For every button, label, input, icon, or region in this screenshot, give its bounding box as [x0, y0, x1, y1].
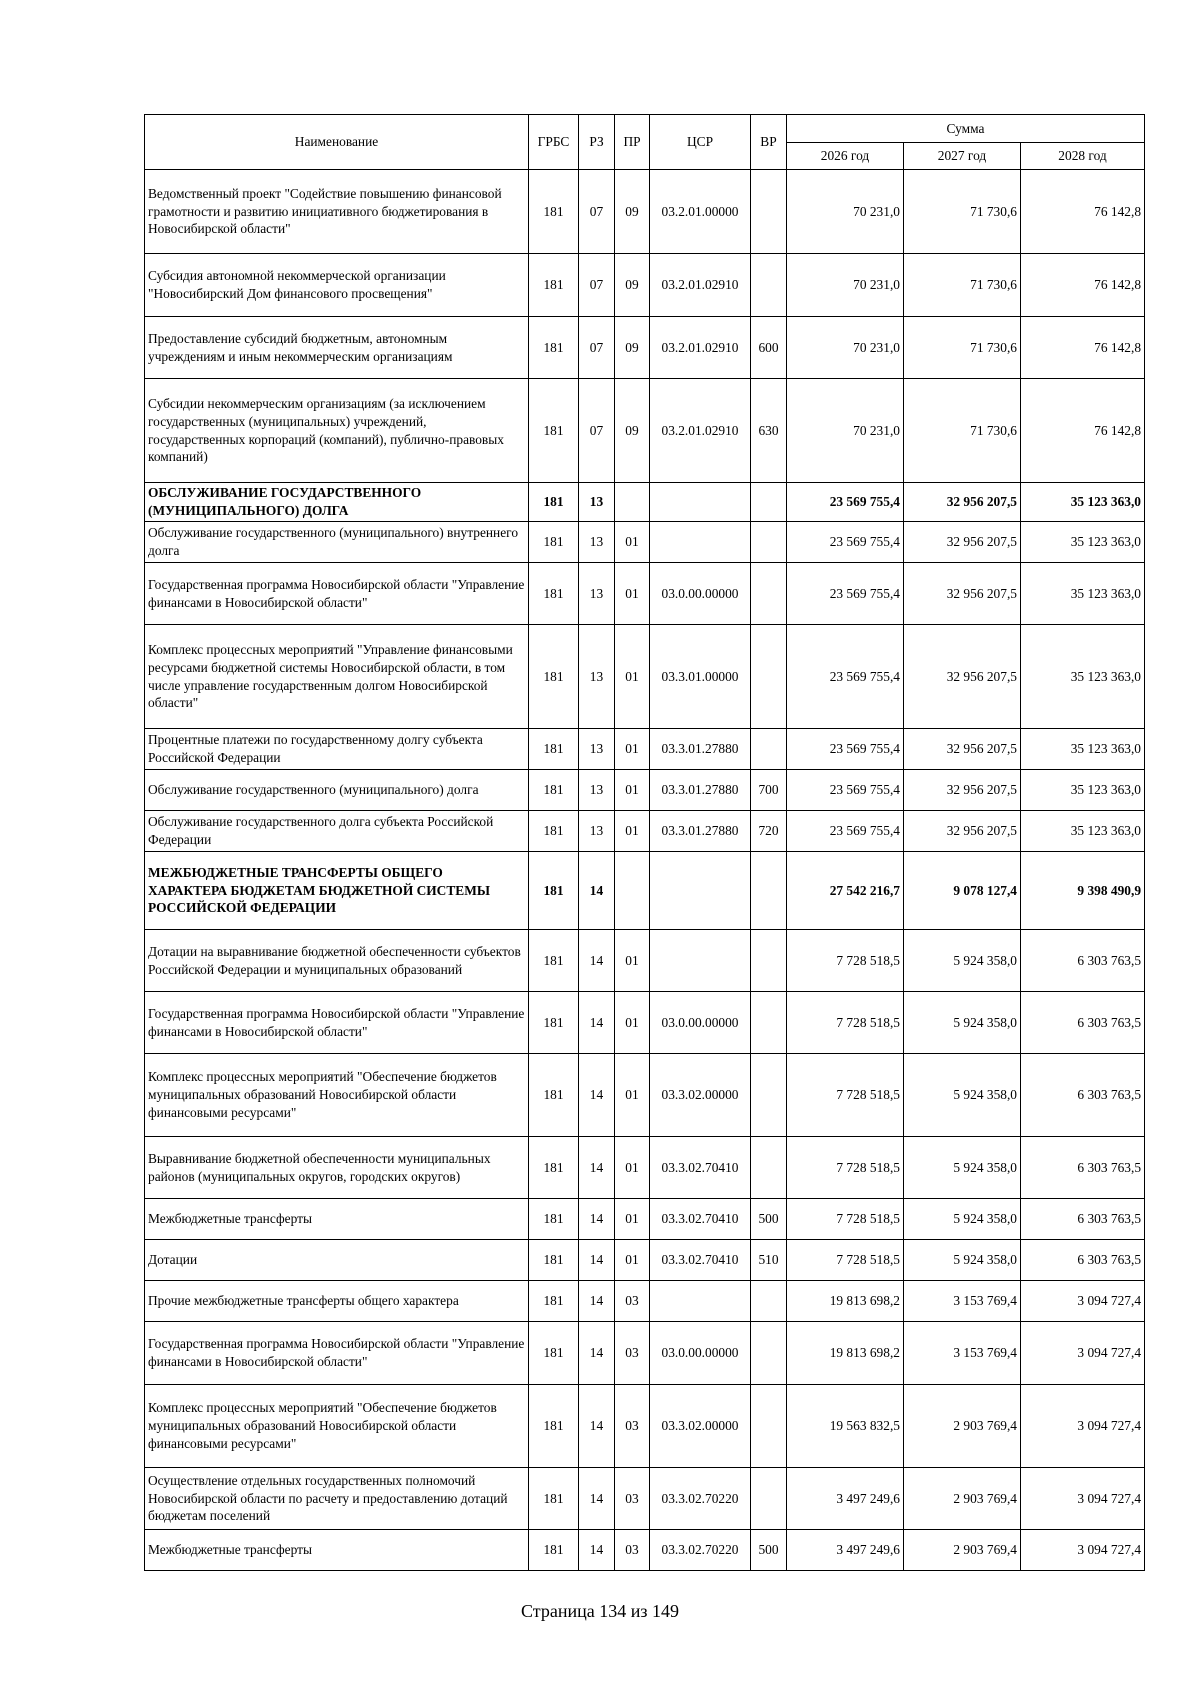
- table-row: [145, 992, 1145, 1054]
- cell-v2027: 2 903 769,4: [904, 1468, 1021, 1530]
- cell-v2026: 3 497 249,6: [787, 1468, 904, 1530]
- table-row: [145, 1385, 1145, 1468]
- cell-name: Дотации на выравнивание бюджетной обеспеченности субъектов Российской Федерации и муниципальных образований: [145, 930, 529, 992]
- cell-grbs: 181: [529, 170, 579, 254]
- cell-rz: 14: [579, 992, 615, 1054]
- cell-name: Процентные платежи по государственному долгу субъекта Российской Федерации: [145, 729, 529, 770]
- cell-csr: 03.0.00.00000: [650, 992, 751, 1054]
- table-row: [145, 1240, 1145, 1281]
- cell-rz: 14: [579, 1281, 615, 1322]
- cell-csr: 03.3.02.70410: [650, 1137, 751, 1199]
- cell-name: Обслуживание государственного (муниципального) долга: [145, 770, 529, 811]
- cell-pr: 09: [615, 379, 650, 483]
- cell-csr: [650, 930, 751, 992]
- cell-v2027: 3 153 769,4: [904, 1281, 1021, 1322]
- cell-v2026: 23 569 755,4: [787, 483, 904, 522]
- cell-pr: 09: [615, 254, 650, 317]
- cell-vr: 510: [751, 1240, 787, 1281]
- cell-v2026: 70 231,0: [787, 379, 904, 483]
- cell-v2028: 3 094 727,4: [1021, 1530, 1145, 1571]
- cell-v2027: 32 956 207,5: [904, 483, 1021, 522]
- cell-csr: 03.3.01.27880: [650, 729, 751, 770]
- table-row: [145, 1322, 1145, 1385]
- header-vr: ВР: [751, 115, 787, 170]
- cell-name: Государственная программа Новосибирской области "Управление финансами в Новосибирской области": [145, 992, 529, 1054]
- cell-vr: 500: [751, 1530, 787, 1571]
- cell-csr: 03.0.00.00000: [650, 1322, 751, 1385]
- header-grbs: ГРБС: [529, 115, 579, 170]
- cell-grbs: 181: [529, 930, 579, 992]
- cell-grbs: 181: [529, 625, 579, 729]
- cell-name: Обслуживание государственного долга субъекта Российской Федерации: [145, 811, 529, 852]
- cell-v2026: 7 728 518,5: [787, 1240, 904, 1281]
- cell-v2028: 3 094 727,4: [1021, 1281, 1145, 1322]
- header-pr: ПР: [615, 115, 650, 170]
- cell-rz: 13: [579, 811, 615, 852]
- cell-v2028: 6 303 763,5: [1021, 930, 1145, 992]
- cell-csr: 03.3.02.70220: [650, 1468, 751, 1530]
- cell-v2028: 35 123 363,0: [1021, 522, 1145, 563]
- cell-v2026: 7 728 518,5: [787, 992, 904, 1054]
- cell-grbs: 181: [529, 1322, 579, 1385]
- cell-rz: 07: [579, 379, 615, 483]
- cell-v2026: 19 813 698,2: [787, 1322, 904, 1385]
- cell-v2026: 23 569 755,4: [787, 522, 904, 563]
- cell-name: Дотации: [145, 1240, 529, 1281]
- cell-grbs: 181: [529, 379, 579, 483]
- cell-vr: [751, 563, 787, 625]
- cell-v2027: 71 730,6: [904, 170, 1021, 254]
- cell-pr: 01: [615, 992, 650, 1054]
- cell-name: МЕЖБЮДЖЕТНЫЕ ТРАНСФЕРТЫ ОБЩЕГО ХАРАКТЕРА БЮДЖЕТАМ БЮДЖЕТНОЙ СИСТЕМЫ РОССИЙСКОЙ ФЕДЕРАЦИИ: [145, 852, 529, 930]
- cell-v2028: 6 303 763,5: [1021, 992, 1145, 1054]
- cell-v2028: 35 123 363,0: [1021, 625, 1145, 729]
- cell-name: Субсидия автономной некоммерческой организации "Новосибирский Дом финансового просвещения": [145, 254, 529, 317]
- cell-csr: 03.2.01.02910: [650, 379, 751, 483]
- cell-grbs: 181: [529, 992, 579, 1054]
- cell-csr: 03.2.01.00000: [650, 170, 751, 254]
- table-body: [145, 170, 1145, 1571]
- cell-pr: 03: [615, 1322, 650, 1385]
- cell-v2026: 70 231,0: [787, 254, 904, 317]
- cell-v2028: 3 094 727,4: [1021, 1385, 1145, 1468]
- cell-v2027: 32 956 207,5: [904, 729, 1021, 770]
- cell-grbs: 181: [529, 1137, 579, 1199]
- cell-pr: 03: [615, 1468, 650, 1530]
- cell-name: Прочие межбюджетные трансферты общего характера: [145, 1281, 529, 1322]
- cell-rz: 07: [579, 317, 615, 379]
- table-row: [145, 625, 1145, 729]
- cell-v2027: 32 956 207,5: [904, 625, 1021, 729]
- cell-pr: 01: [615, 729, 650, 770]
- cell-v2027: 5 924 358,0: [904, 1137, 1021, 1199]
- cell-v2027: 32 956 207,5: [904, 563, 1021, 625]
- table-row: [145, 483, 1145, 522]
- table-row: [145, 170, 1145, 254]
- cell-v2028: 6 303 763,5: [1021, 1199, 1145, 1240]
- cell-rz: 13: [579, 563, 615, 625]
- cell-csr: 03.3.02.70220: [650, 1530, 751, 1571]
- cell-grbs: 181: [529, 522, 579, 563]
- page-number: Страница 134 из 149: [521, 1601, 679, 1621]
- cell-v2027: 3 153 769,4: [904, 1322, 1021, 1385]
- cell-v2027: 5 924 358,0: [904, 992, 1021, 1054]
- cell-grbs: 181: [529, 1468, 579, 1530]
- cell-v2026: 7 728 518,5: [787, 1137, 904, 1199]
- cell-v2028: 35 123 363,0: [1021, 563, 1145, 625]
- cell-grbs: 181: [529, 483, 579, 522]
- cell-csr: [650, 1281, 751, 1322]
- cell-v2026: 23 569 755,4: [787, 625, 904, 729]
- cell-grbs: 181: [529, 1281, 579, 1322]
- cell-rz: 13: [579, 770, 615, 811]
- table-row: [145, 1137, 1145, 1199]
- cell-rz: 13: [579, 625, 615, 729]
- cell-rz: 14: [579, 1199, 615, 1240]
- cell-rz: 14: [579, 1054, 615, 1137]
- cell-vr: [751, 170, 787, 254]
- cell-grbs: 181: [529, 254, 579, 317]
- cell-csr: [650, 522, 751, 563]
- cell-pr: 01: [615, 522, 650, 563]
- cell-csr: 03.3.02.70410: [650, 1240, 751, 1281]
- cell-v2028: 9 398 490,9: [1021, 852, 1145, 930]
- cell-rz: 14: [579, 1530, 615, 1571]
- cell-vr: [751, 992, 787, 1054]
- cell-rz: 13: [579, 522, 615, 563]
- cell-v2028: 6 303 763,5: [1021, 1137, 1145, 1199]
- cell-name: Обслуживание государственного (муниципального) внутреннего долга: [145, 522, 529, 563]
- cell-pr: 03: [615, 1530, 650, 1571]
- cell-vr: [751, 1281, 787, 1322]
- cell-rz: 13: [579, 729, 615, 770]
- cell-vr: [751, 1054, 787, 1137]
- cell-v2028: 76 142,8: [1021, 170, 1145, 254]
- cell-v2027: 2 903 769,4: [904, 1385, 1021, 1468]
- table-row: [145, 379, 1145, 483]
- cell-csr: 03.2.01.02910: [650, 317, 751, 379]
- cell-v2028: 35 123 363,0: [1021, 770, 1145, 811]
- cell-pr: 09: [615, 317, 650, 379]
- cell-v2027: 32 956 207,5: [904, 770, 1021, 811]
- cell-grbs: 181: [529, 1240, 579, 1281]
- cell-v2026: 19 563 832,5: [787, 1385, 904, 1468]
- table-row: [145, 852, 1145, 930]
- cell-csr: 03.0.00.00000: [650, 563, 751, 625]
- table-row: [145, 1199, 1145, 1240]
- cell-grbs: 181: [529, 317, 579, 379]
- header-sum: Сумма: [787, 115, 1145, 143]
- cell-v2027: 71 730,6: [904, 317, 1021, 379]
- cell-rz: 07: [579, 254, 615, 317]
- cell-vr: [751, 1137, 787, 1199]
- cell-v2028: 35 123 363,0: [1021, 729, 1145, 770]
- cell-vr: [751, 729, 787, 770]
- cell-name: Субсидии некоммерческим организациям (за исключением государственных (муниципальных) учреждений, государственных корпораций (компаний), публично-правовых компаний): [145, 379, 529, 483]
- cell-csr: 03.2.01.02910: [650, 254, 751, 317]
- cell-name: Комплекс процессных мероприятий "Обеспечение бюджетов муниципальных образований Новосибирской области финансовыми ресурсами": [145, 1385, 529, 1468]
- cell-vr: [751, 625, 787, 729]
- cell-rz: 13: [579, 483, 615, 522]
- cell-vr: 700: [751, 770, 787, 811]
- cell-v2027: 9 078 127,4: [904, 852, 1021, 930]
- table-row: [145, 811, 1145, 852]
- cell-pr: 01: [615, 811, 650, 852]
- header-year-2026: 2026 год: [787, 143, 904, 170]
- cell-v2027: 5 924 358,0: [904, 1199, 1021, 1240]
- cell-v2028: 6 303 763,5: [1021, 1054, 1145, 1137]
- cell-name: Комплекс процессных мероприятий "Обеспечение бюджетов муниципальных образований Новосибирской области финансовыми ресурсами": [145, 1054, 529, 1137]
- cell-vr: [751, 1322, 787, 1385]
- cell-grbs: 181: [529, 770, 579, 811]
- header-name: Наименование: [145, 115, 529, 170]
- cell-name: Государственная программа Новосибирской области "Управление финансами в Новосибирской области": [145, 1322, 529, 1385]
- cell-name: Выравнивание бюджетной обеспеченности муниципальных районов (муниципальных округов, городских округов): [145, 1137, 529, 1199]
- cell-vr: [751, 1468, 787, 1530]
- table-row: [145, 317, 1145, 379]
- cell-csr: 03.3.01.27880: [650, 811, 751, 852]
- cell-v2026: 23 569 755,4: [787, 563, 904, 625]
- cell-vr: [751, 930, 787, 992]
- cell-rz: 14: [579, 1137, 615, 1199]
- table-row: [145, 1281, 1145, 1322]
- table-row: [145, 729, 1145, 770]
- cell-v2028: 76 142,8: [1021, 317, 1145, 379]
- cell-pr: 01: [615, 1137, 650, 1199]
- cell-vr: 600: [751, 317, 787, 379]
- cell-v2026: 27 542 216,7: [787, 852, 904, 930]
- cell-csr: 03.3.02.00000: [650, 1385, 751, 1468]
- cell-name: Ведомственный проект "Содействие повышению финансовой грамотности и развитию инициативного бюджетирования в Новосибирской области": [145, 170, 529, 254]
- cell-pr: 09: [615, 170, 650, 254]
- table-row: [145, 1054, 1145, 1137]
- cell-rz: 14: [579, 1468, 615, 1530]
- cell-csr: 03.3.01.27880: [650, 770, 751, 811]
- cell-v2028: 35 123 363,0: [1021, 483, 1145, 522]
- cell-name: Межбюджетные трансферты: [145, 1530, 529, 1571]
- cell-v2026: 70 231,0: [787, 170, 904, 254]
- cell-v2027: 2 903 769,4: [904, 1530, 1021, 1571]
- cell-csr: 03.3.02.00000: [650, 1054, 751, 1137]
- table-row: [145, 930, 1145, 992]
- cell-v2027: 5 924 358,0: [904, 1240, 1021, 1281]
- cell-v2026: 23 569 755,4: [787, 770, 904, 811]
- cell-v2026: 23 569 755,4: [787, 811, 904, 852]
- cell-v2027: 32 956 207,5: [904, 811, 1021, 852]
- cell-grbs: 181: [529, 1385, 579, 1468]
- table-row: [145, 1468, 1145, 1530]
- cell-grbs: 181: [529, 563, 579, 625]
- cell-v2028: 3 094 727,4: [1021, 1322, 1145, 1385]
- cell-grbs: 181: [529, 852, 579, 930]
- cell-v2028: 35 123 363,0: [1021, 811, 1145, 852]
- cell-name: Государственная программа Новосибирской области "Управление финансами в Новосибирской области": [145, 563, 529, 625]
- cell-pr: 01: [615, 1240, 650, 1281]
- cell-grbs: 181: [529, 1054, 579, 1137]
- header-year-2028: 2028 год: [1021, 143, 1145, 170]
- cell-grbs: 181: [529, 729, 579, 770]
- cell-v2027: 71 730,6: [904, 379, 1021, 483]
- cell-rz: 14: [579, 930, 615, 992]
- cell-grbs: 181: [529, 1530, 579, 1571]
- cell-vr: 720: [751, 811, 787, 852]
- cell-csr: [650, 483, 751, 522]
- cell-name: Предоставление субсидий бюджетным, автономным учреждениям и иным некоммерческим организациям: [145, 317, 529, 379]
- table-row: [145, 1530, 1145, 1571]
- cell-v2026: 70 231,0: [787, 317, 904, 379]
- cell-v2028: 6 303 763,5: [1021, 1240, 1145, 1281]
- table-row: [145, 254, 1145, 317]
- cell-vr: 630: [751, 379, 787, 483]
- cell-rz: 14: [579, 852, 615, 930]
- cell-rz: 14: [579, 1385, 615, 1468]
- cell-vr: [751, 483, 787, 522]
- cell-v2027: 5 924 358,0: [904, 1054, 1021, 1137]
- budget-table: [144, 114, 1145, 1571]
- cell-pr: [615, 852, 650, 930]
- table-row: [145, 770, 1145, 811]
- cell-v2027: 5 924 358,0: [904, 930, 1021, 992]
- cell-rz: 14: [579, 1240, 615, 1281]
- cell-pr: 01: [615, 625, 650, 729]
- cell-name: Осуществление отдельных государственных полномочий Новосибирской области по расчету и предоставлению дотаций бюджетам поселений: [145, 1468, 529, 1530]
- cell-pr: 03: [615, 1281, 650, 1322]
- cell-grbs: 181: [529, 811, 579, 852]
- cell-grbs: 181: [529, 1199, 579, 1240]
- cell-pr: 01: [615, 563, 650, 625]
- cell-pr: 01: [615, 930, 650, 992]
- table-row: [145, 563, 1145, 625]
- cell-csr: 03.3.01.00000: [650, 625, 751, 729]
- cell-v2026: 7 728 518,5: [787, 930, 904, 992]
- cell-pr: 01: [615, 1054, 650, 1137]
- cell-csr: [650, 852, 751, 930]
- cell-v2026: 7 728 518,5: [787, 1054, 904, 1137]
- cell-v2028: 76 142,8: [1021, 379, 1145, 483]
- cell-vr: [751, 1385, 787, 1468]
- cell-pr: [615, 483, 650, 522]
- cell-pr: 01: [615, 770, 650, 811]
- header-csr: ЦСР: [650, 115, 751, 170]
- cell-name: Комплекс процессных мероприятий "Управление финансовыми ресурсами бюджетной системы Новосибирской области, в том числе управление государственным долгом Новосибирской области": [145, 625, 529, 729]
- cell-v2026: 19 813 698,2: [787, 1281, 904, 1322]
- cell-csr: 03.3.02.70410: [650, 1199, 751, 1240]
- cell-v2027: 71 730,6: [904, 254, 1021, 317]
- header-rz: РЗ: [579, 115, 615, 170]
- table-row: [145, 522, 1145, 563]
- cell-rz: 07: [579, 170, 615, 254]
- cell-pr: 01: [615, 1199, 650, 1240]
- cell-vr: [751, 852, 787, 930]
- cell-v2027: 32 956 207,5: [904, 522, 1021, 563]
- cell-vr: [751, 254, 787, 317]
- cell-v2026: 7 728 518,5: [787, 1199, 904, 1240]
- cell-name: Межбюджетные трансферты: [145, 1199, 529, 1240]
- cell-v2028: 3 094 727,4: [1021, 1468, 1145, 1530]
- cell-v2026: 3 497 249,6: [787, 1530, 904, 1571]
- cell-vr: 500: [751, 1199, 787, 1240]
- cell-name: ОБСЛУЖИВАНИЕ ГОСУДАРСТВЕННОГО (МУНИЦИПАЛЬНОГО) ДОЛГА: [145, 483, 529, 522]
- cell-vr: [751, 522, 787, 563]
- cell-pr: 03: [615, 1385, 650, 1468]
- cell-v2028: 76 142,8: [1021, 254, 1145, 317]
- cell-rz: 14: [579, 1322, 615, 1385]
- header-year-2027: 2027 год: [904, 143, 1021, 170]
- cell-v2026: 23 569 755,4: [787, 729, 904, 770]
